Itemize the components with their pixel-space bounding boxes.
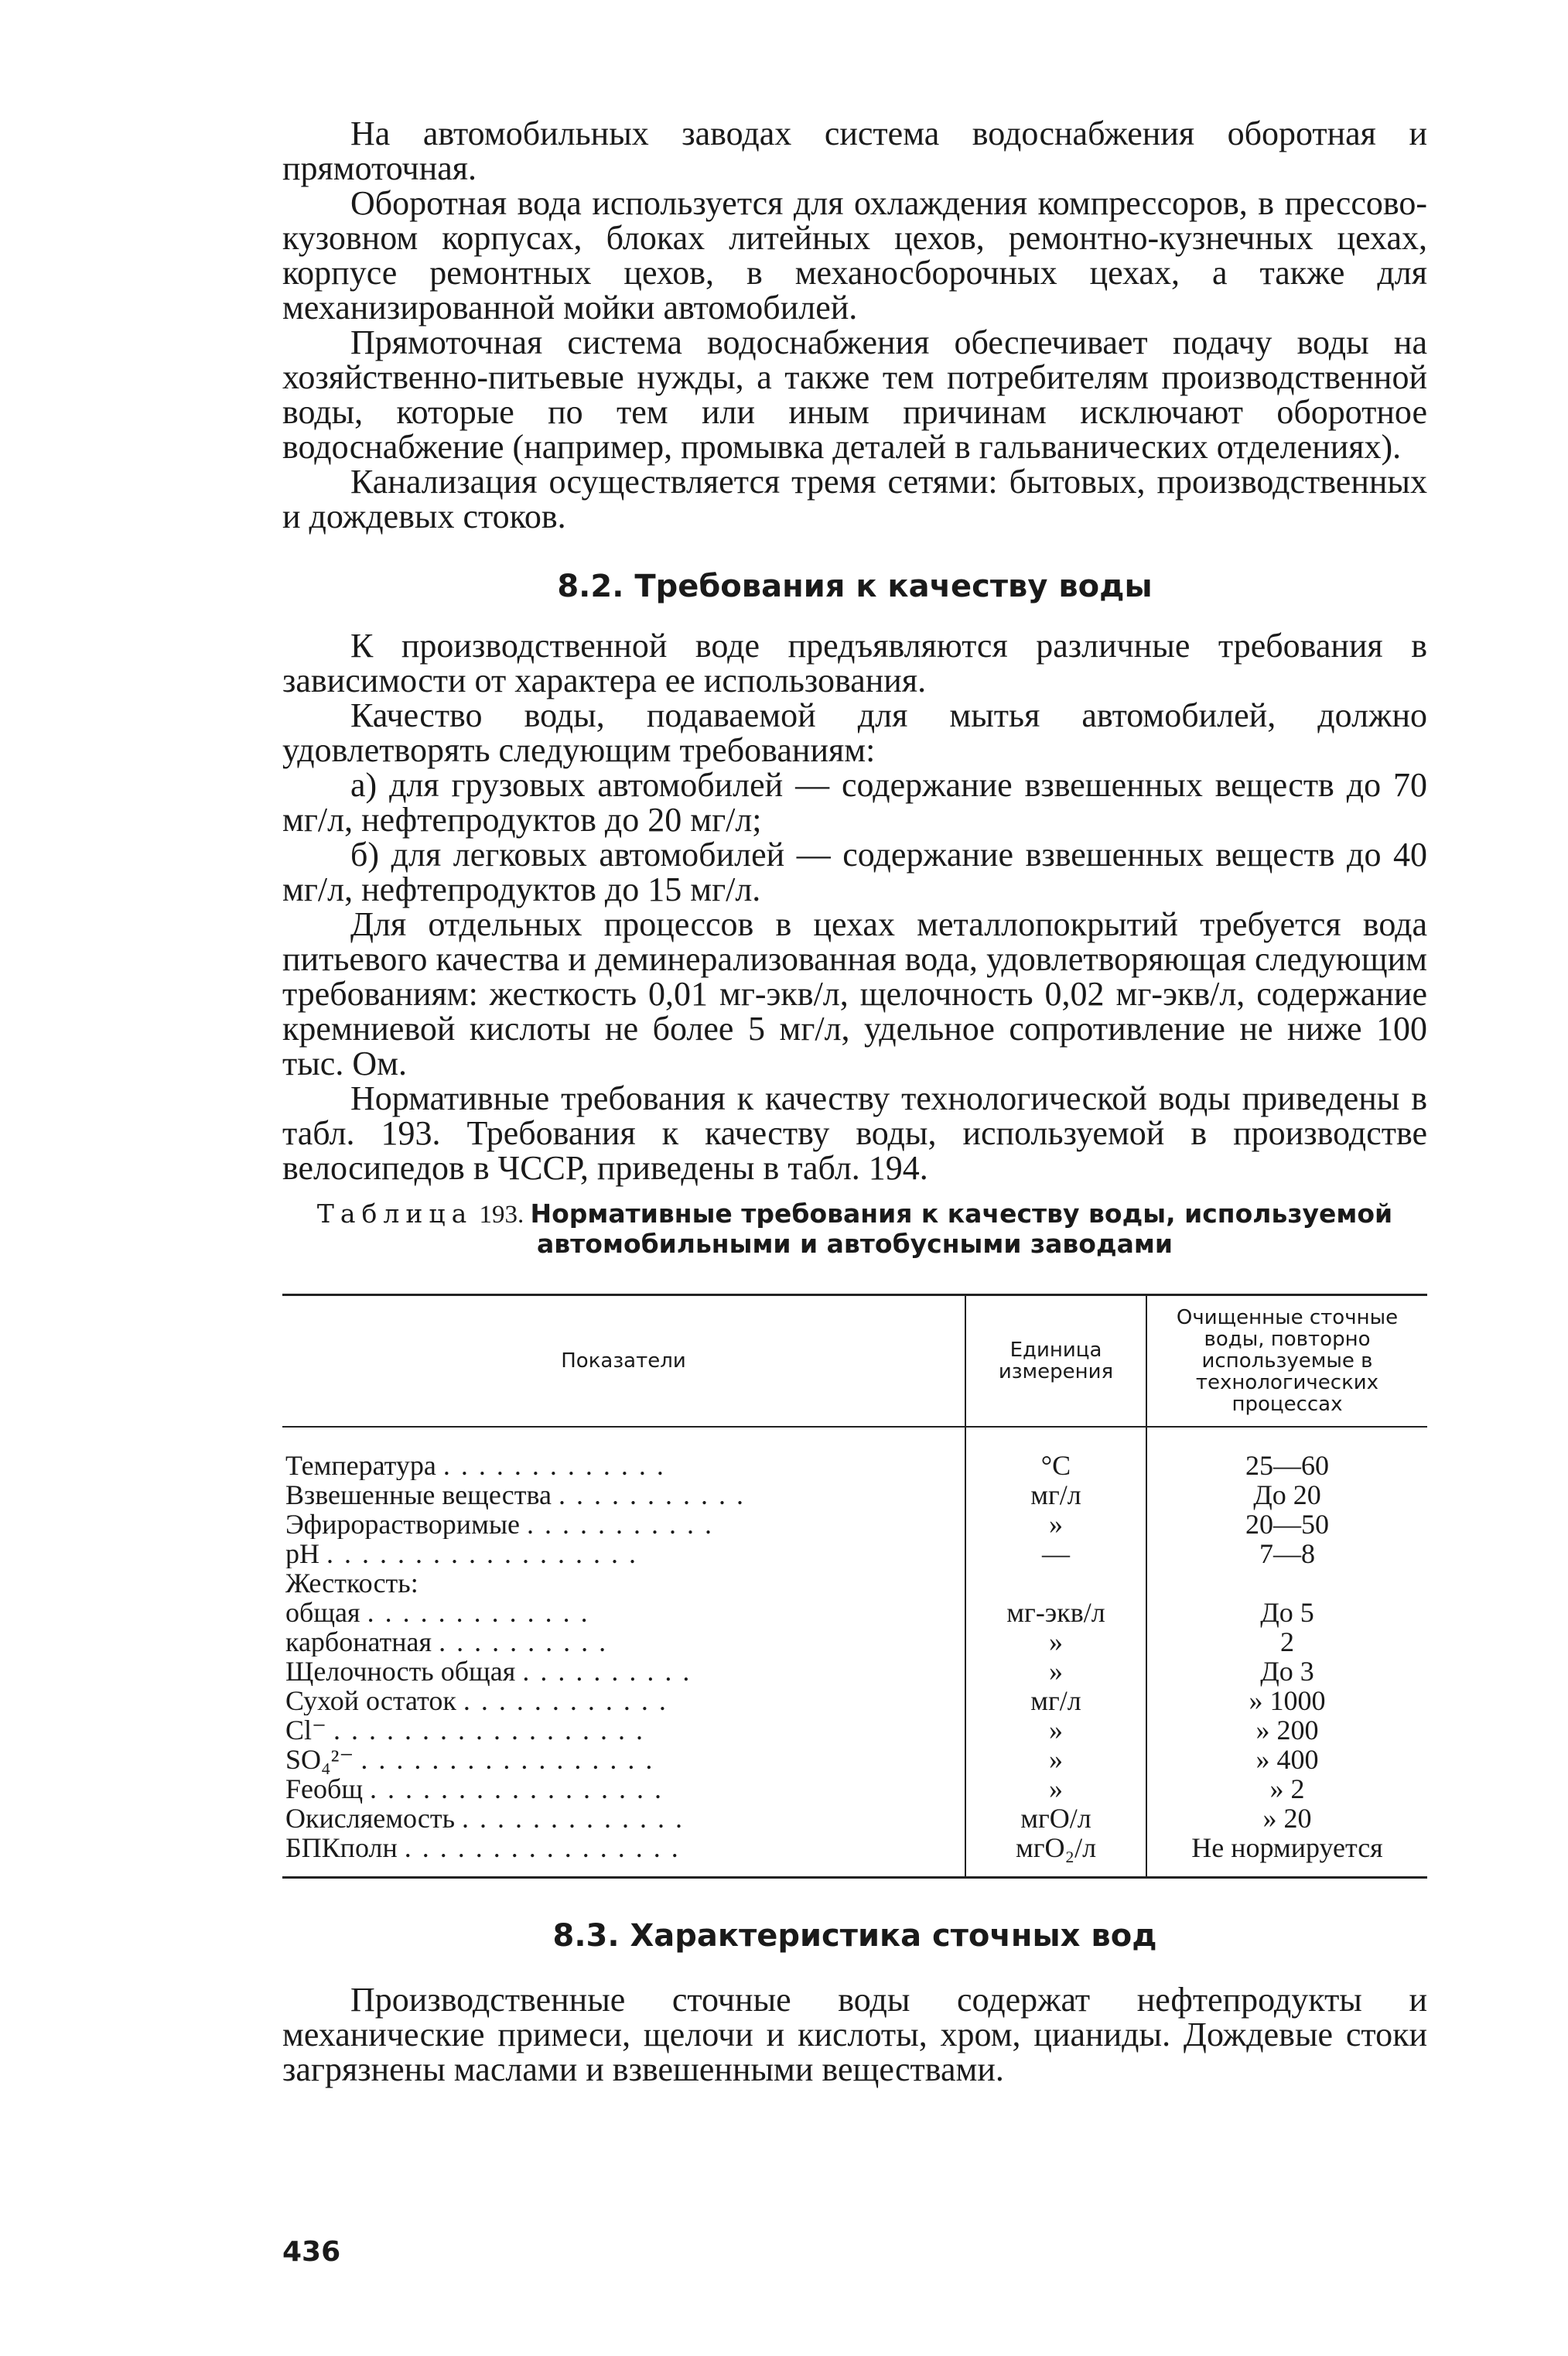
table-number: 193. [479,1201,524,1229]
table-caption [282,1199,1427,1260]
table-row [282,1774,1427,1804]
paragraph-recycled-water: Оборотная вода используется для охлаждения компрессоров, в прессово-кузовном корпусах, блоках литейных цехов, ремонтно-кузнечных цехах, корпусе ремонтных цехов, в механосборочных цехах, а также для механизированной мойки автомобилей. [282,184,1427,327]
row-unit: мг/л [965,1686,1146,1715]
row-unit: » [965,1657,1146,1686]
row-value: 25—60 [1245,1450,1329,1481]
row-unit [965,1568,1146,1598]
paragraph-item-b: б) для легковых автомобилей — содержание взвешенных веществ до 40 мг/л, нефтепродуктов до 15 мг/л. [282,836,1427,908]
paragraph-car-wash: Качество воды, подаваемой для мытья автомобилей, должно удовлетворять следующим требованиям: [282,696,1427,769]
table-row [282,1804,1427,1833]
paragraph-requirements-intro: К производственной воде предъявляются различные требования в зависимости от характера ее использования. [282,627,1427,699]
row-unit: мг/л [965,1480,1146,1510]
row-name: карбонатная .......... [285,1627,617,1657]
table-row [282,1833,1427,1878]
row-name: БПКполн ................ [282,1833,965,1878]
row-unit: мг-экв/л [965,1598,1146,1627]
row-unit: °С [965,1427,1146,1480]
row-name: общая ............. [285,1598,599,1627]
table-row [282,1627,1427,1657]
paragraph-norms-reference: Нормативные требования к качеству технологической воды приведены в табл. 193. Требования к качеству воды, используемой в производстве велосипедов в ЧССР, приведены в табл. 194. [282,1079,1427,1187]
table-row [282,1657,1427,1686]
table-row [282,1539,1427,1568]
row-name: Эфирорастворимые ........... [285,1510,723,1539]
section-title-8-2: 8.2. Требования к качеству воды [557,569,1153,604]
table-label: Таблица [316,1199,473,1229]
row-name: Feобщ ................. [285,1774,673,1804]
paragraph-item-a: а) для грузовых автомобилей — содержание взвешенных веществ до 70 мг/л, нефтепродуктов до 20 мг/л; [282,766,1427,839]
row-name: Окисляемость ............. [285,1804,694,1833]
row-value: » 200 [1255,1715,1319,1746]
table-header-row [282,1295,1427,1428]
row-name: Жесткость: [285,1568,418,1598]
row-value: 7—8 [1259,1538,1315,1569]
row-value: 20—50 [1245,1509,1329,1540]
table-row [282,1715,1427,1745]
page-body [282,116,1427,2087]
row-name: Cl⁻ .................. [285,1715,654,1745]
paragraph-water-systems: На автомобильных заводах система водоснабжения оборотная и прямоточная. [282,115,1427,187]
table-row [282,1568,1427,1598]
header-unit: Единица измерения [965,1295,1146,1428]
row-value: » 400 [1255,1744,1319,1775]
table-row [282,1427,1427,1480]
paragraph-sewerage: Канализация осуществляется тремя сетями: бытовых, производственных и дождевых стоков. [282,463,1427,535]
row-name: SO₄²⁻ ................. [285,1745,664,1774]
row-name: Взвешенные вещества ........... [285,1480,754,1510]
row-name: pH .................. [285,1539,647,1568]
row-name: Щелочность общая .......... [285,1657,701,1686]
row-unit: » [965,1510,1146,1539]
paragraph-direct-flow: Прямоточная система водоснабжения обеспечивает подачу воды на хозяйственно-питьевые нужды, а также тем потребителям производственной воды, которые по тем или иным причинам исключают оборотное водоснабжение (например, промывка деталей в гальванических отделениях). [282,323,1427,466]
row-value: До 3 [1260,1656,1314,1687]
row-value [1146,1568,1427,1598]
row-value: » 1000 [1249,1685,1326,1716]
page-number: 436 [282,2236,341,2268]
paragraph-wastewater: Производственные сточные воды содержат нефтепродукты и механические примеси, щелочи и кислоты, хром, цианиды. Дождевые стоки загрязнены маслами и взвешенными веществами. [282,1981,1427,2088]
row-unit: мгО₂/л [965,1833,1146,1878]
paragraph-metal-coating: Для отдельных процессов в цехах металлопокрытий требуется вода питьевого качества и деминерализованная вода, удовлетворяющая следующим требованиям: жесткость 0,01 мг-экв/л, щелочность 0,02 мг-экв/л, содержание кремниевой кислоты не более 5 мг/л, удельное сопротивление не ниже 100 тыс. Ом. [282,905,1427,1082]
row-unit: » [965,1627,1146,1657]
row-value: До 5 [1260,1597,1314,1628]
row-value: » 20 [1262,1803,1312,1834]
header-treated-water: Очищенные сточные воды, повторно используемые в технологических процессах [1146,1295,1427,1428]
row-value: » 2 [1269,1773,1305,1804]
table-title: Нормативные требования к качеству воды, используемой автомобильными и автобусными заводами [530,1199,1393,1259]
table-row [282,1686,1427,1715]
row-unit: мгО/л [965,1804,1146,1833]
row-value: До 20 [1253,1479,1321,1510]
row-value: Не нормируется [1146,1833,1427,1878]
row-name: Температура ............. [285,1450,675,1480]
row-value: 2 [1280,1626,1294,1657]
table-row [282,1598,1427,1627]
row-name: Сухой остаток ............ [285,1686,677,1715]
header-indicators: Показатели [282,1295,965,1428]
table-row [282,1745,1427,1774]
row-unit: — [965,1539,1146,1568]
section-title-8-3: 8.3. Характеристика сточных вод [552,1918,1157,1954]
row-unit: » [965,1745,1146,1774]
table-row [282,1480,1427,1510]
row-unit: » [965,1715,1146,1745]
row-unit: » [965,1774,1146,1804]
table-row [282,1510,1427,1539]
water-quality-table [282,1294,1427,1879]
